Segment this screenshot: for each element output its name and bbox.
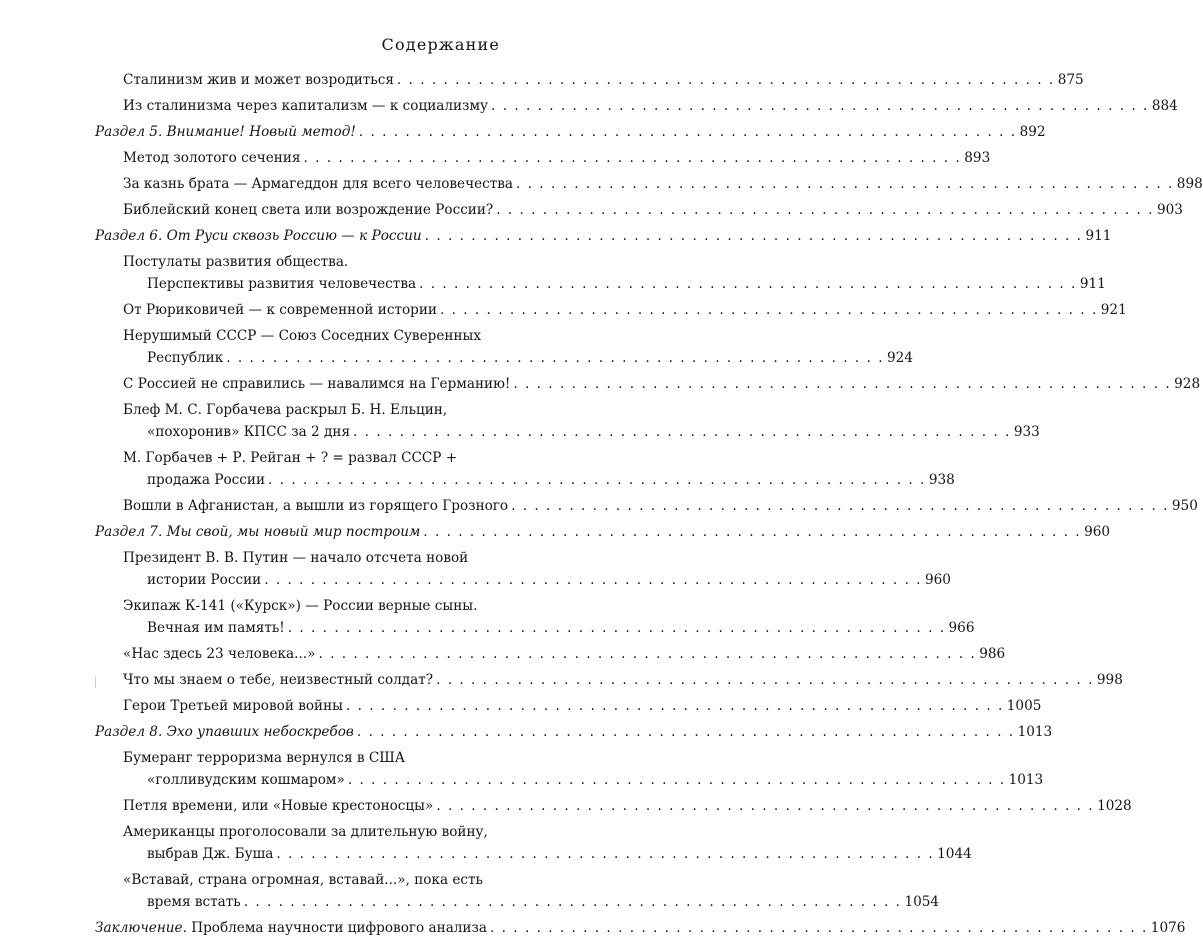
toc-entry-title — [95, 920, 487, 936]
toc-section-label: Раздел 7. — [95, 524, 163, 540]
toc-entry — [95, 172, 1203, 198]
dot-leader — [244, 894, 902, 910]
toc-entry-title: Нерушимый СССР — Союз Соседних Суверенных — [123, 328, 481, 344]
toc-page-number: 898 — [1176, 176, 1203, 192]
toc-entry-title: «Вставай, страна огромная, вставай...», пока есть — [123, 872, 483, 888]
toc-entry — [95, 546, 951, 594]
toc-section-title: Мы свой, мы новый мир построим — [166, 524, 421, 540]
dot-leader — [304, 150, 962, 166]
dot-leader — [490, 920, 1148, 936]
toc-page-number: 884 — [1151, 98, 1178, 114]
dot-leader — [511, 498, 1169, 514]
toc-entry-title: Президент В. В. Путин — начало отсчета новой — [123, 550, 469, 566]
toc-section-label: Раздел 5. — [95, 124, 163, 140]
dot-leader — [264, 572, 922, 588]
toc-page-number: 924 — [887, 350, 913, 366]
toc-entry — [95, 494, 1198, 520]
toc-entry-title: Сталинизм жив и может возродиться — [123, 72, 394, 88]
toc-entry-title: Библейский конец света или возрождение России? — [123, 202, 494, 218]
toc-entry-title: Метод золотого сечения — [123, 150, 301, 166]
toc-section-entry — [95, 916, 1186, 942]
toc-page-number: 986 — [979, 646, 1006, 662]
toc-entry-title: От Рюриковичей — к современной истории — [123, 302, 437, 318]
toc-entry-title: «похоронив» КПСС за 2 дня — [147, 424, 351, 440]
toc-entry-title: Американцы проголосовали за длительную войну, — [123, 824, 488, 840]
dot-leader — [357, 724, 1015, 740]
toc-entry — [95, 642, 1006, 668]
toc-entry-title: Блеф М. С. Горбачева раскрыл Б. Н. Ельцин, — [123, 402, 448, 418]
toc-entry-title: Герои Третьей мировой войны — [123, 698, 343, 714]
toc-page-number: 1005 — [1006, 698, 1042, 714]
toc-page-number: 875 — [1057, 72, 1084, 88]
toc-entry-title — [95, 124, 356, 140]
toc-page-number: 933 — [1013, 424, 1040, 440]
toc-entry — [95, 250, 1106, 298]
toc-page-number: 928 — [1174, 376, 1201, 392]
dot-leader — [318, 646, 976, 662]
toc-entry-title: М. Горбачев + Р. Рейган + ? = развал СССР + — [123, 450, 458, 466]
toc-entry-title: Перспективы развития человечества — [147, 276, 417, 292]
toc-entry-title: За казнь брата — Армагеддон для всего человечества — [123, 176, 514, 192]
toc-entry — [95, 198, 1183, 224]
toc-entry — [95, 668, 1123, 694]
toc-page-number: 1076 — [1150, 920, 1186, 936]
toc-entry-title: «Нас здесь 23 человека...» — [123, 646, 316, 662]
toc-entry — [95, 746, 1044, 794]
toc-entry — [95, 146, 991, 172]
dot-leader — [288, 620, 946, 636]
toc-entry — [95, 324, 913, 372]
toc-page-number: 911 — [1085, 228, 1112, 244]
toc-page-number: 938 — [928, 472, 955, 488]
toc-entry-title: Вошли в Афганистан, а вышли из горящего Грозного — [123, 498, 509, 514]
dot-leader — [436, 798, 1094, 814]
toc-entry-title — [95, 724, 354, 740]
toc-section-title: Эхо упавших небоскребов — [166, 724, 354, 740]
toc-page-number: 911 — [1079, 276, 1106, 292]
toc-section-entry — [95, 224, 1112, 250]
toc-entry — [95, 298, 1127, 324]
page-header-title: Содержание — [381, 35, 500, 54]
dot-leader — [513, 376, 1171, 392]
dot-leader — [423, 524, 1081, 540]
toc-page-number: 1028 — [1097, 798, 1132, 814]
toc-entry — [95, 594, 975, 642]
dot-leader — [346, 698, 1004, 714]
toc-page-number: 960 — [924, 572, 951, 588]
dot-leader — [491, 98, 1149, 114]
toc-entry-title: продажа России — [147, 472, 266, 488]
toc-entry — [95, 372, 1201, 398]
dot-leader — [276, 846, 934, 862]
toc-entry — [95, 868, 940, 916]
dot-leader — [496, 202, 1154, 218]
toc-entry — [95, 398, 1040, 446]
toc-entry — [95, 446, 955, 494]
toc-page-number: 921 — [1100, 302, 1127, 318]
dot-leader — [226, 350, 884, 366]
dot-leader — [516, 176, 1174, 192]
toc-entry-title: С Россией не справились — навалимся на Германию! — [123, 376, 511, 392]
toc-entry-title: время встать — [147, 894, 241, 910]
margin-mark — [95, 676, 96, 688]
toc-section-title: Проблема научности цифрового анализа — [191, 920, 488, 936]
toc-section-entry — [95, 520, 1111, 546]
dot-leader — [419, 276, 1077, 292]
toc-page-number: 998 — [1096, 672, 1123, 688]
dot-leader — [359, 124, 1017, 140]
toc-entry-title: истории России — [147, 572, 262, 588]
toc-section-entry — [95, 120, 1046, 146]
toc-entry-title: «голливудским кошмаром» — [147, 772, 345, 788]
dot-leader — [353, 424, 1011, 440]
toc-section-title: Внимание! Новый метод! — [166, 124, 356, 140]
toc-page-number: 950 — [1171, 498, 1198, 514]
toc-entry — [95, 68, 1084, 94]
dot-leader — [440, 302, 1098, 318]
toc-entry-title: Экипаж К-141 («Курск») — России верные сыны. — [123, 598, 478, 614]
toc-entry — [95, 94, 1178, 120]
dot-leader — [397, 72, 1055, 88]
toc-entry — [95, 694, 1042, 720]
toc-section-entry — [95, 720, 1053, 746]
toc-entry-title: Петля времени, или «Новые крестоносцы» — [123, 798, 434, 814]
toc-entry-title: Из сталинизма через капитализм — к социализму — [123, 98, 489, 114]
toc-entry-title: Республик — [147, 350, 224, 366]
toc-page-number: 892 — [1019, 124, 1046, 140]
dot-leader — [348, 772, 1006, 788]
toc-section-label: Раздел 6. — [95, 228, 163, 244]
dot-leader — [436, 672, 1094, 688]
toc-section-label: Заключение. — [95, 920, 187, 936]
dot-leader — [425, 228, 1083, 244]
toc-entry — [95, 820, 972, 868]
toc-entry-title: Что мы знаем о тебе, неизвестный солдат? — [123, 672, 434, 688]
toc-page-number: 960 — [1084, 524, 1111, 540]
toc-page-number: 966 — [948, 620, 975, 636]
toc-entry-title: выбрав Дж. Буша — [147, 846, 274, 862]
toc-section-title: От Руси сквозь Россию — к России — [166, 228, 422, 244]
toc-page-number: 1044 — [937, 846, 972, 862]
toc-section-label: Раздел 8. — [95, 724, 163, 740]
toc-entry-title — [95, 524, 420, 540]
table-of-contents — [95, 68, 1203, 942]
dot-leader — [268, 472, 926, 488]
toc-page-number: 1013 — [1017, 724, 1053, 740]
toc-page-number: 1013 — [1008, 772, 1044, 788]
toc-page-number: 1054 — [904, 894, 940, 910]
toc-page-number: 903 — [1157, 202, 1183, 218]
toc-entry-title: Постулаты развития общества. — [123, 254, 349, 270]
toc-entry-title: Бумеранг терроризма вернулся в США — [123, 750, 406, 766]
toc-page-number: 893 — [964, 150, 991, 166]
toc-entry-title — [95, 228, 422, 244]
toc-entry-title: Вечная им память! — [147, 620, 285, 636]
toc-entry — [95, 794, 1132, 820]
